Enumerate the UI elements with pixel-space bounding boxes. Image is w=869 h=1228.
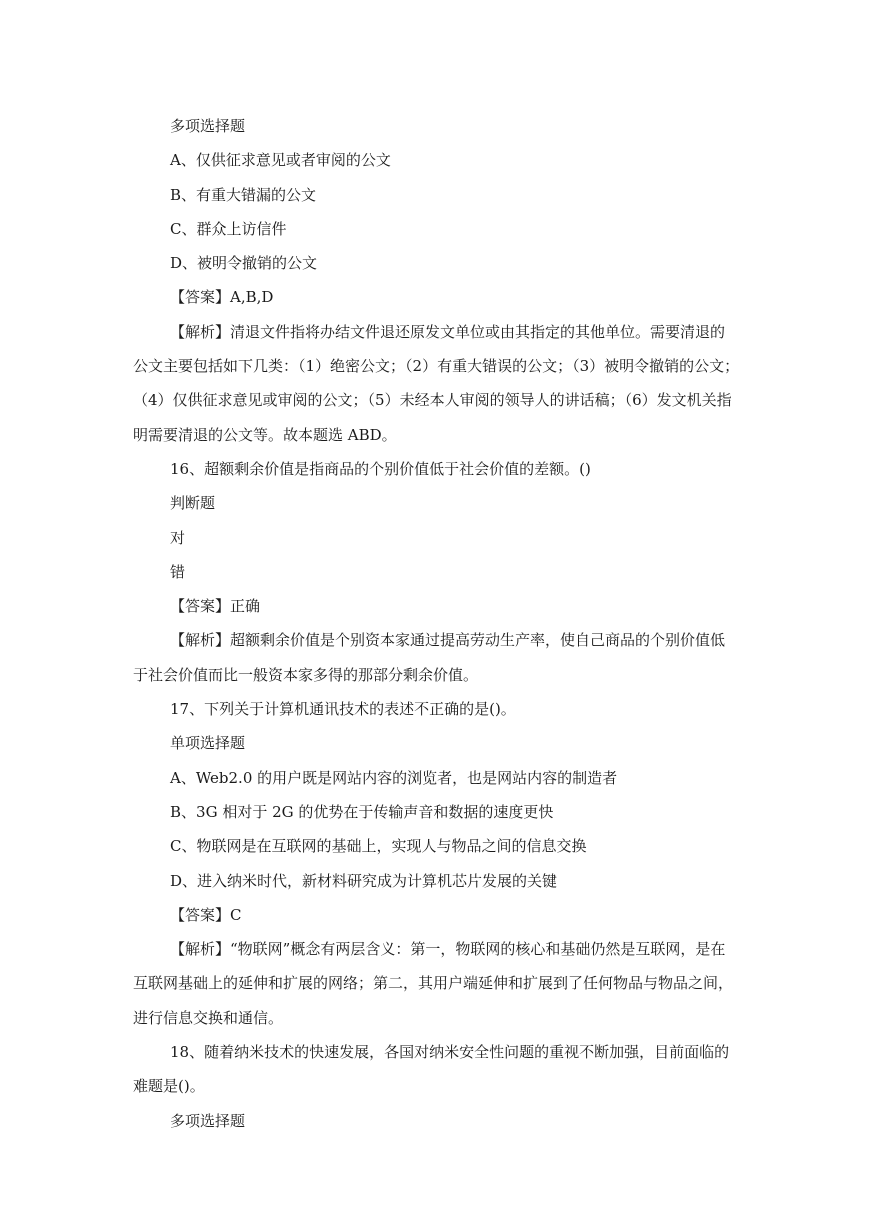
question-18 bbox=[133, 1035, 744, 1104]
option-d: D、进入纳米时代，新材料研究成为计算机芯片发展的关键 bbox=[170, 871, 558, 890]
text-line: 进行信息交换和通信。 bbox=[133, 1008, 284, 1027]
text-line: 【解析】“物联网”概念有两层含义：第一，物联网的核心和基础仍然是互联网，是在 bbox=[170, 940, 726, 959]
text-line: 互联网基础上的延伸和扩展的网络；第二，其用户端延伸和扩展到了任何物品与物品之间， bbox=[133, 974, 734, 993]
option-a: A、仅供征求意见或者审阅的公文 bbox=[170, 151, 391, 170]
question-type: 判断题 bbox=[170, 494, 216, 513]
text-line: 公文主要包括如下几类：（1）绝密公文；（2）有重大错误的公文；（3）被明令撤销的公文； bbox=[133, 357, 740, 376]
analysis bbox=[133, 623, 744, 692]
question-16: 16、超额剩余价值是指商品的个别价值低于社会价值的差额。() bbox=[170, 459, 591, 478]
question-type: 多项选择题 bbox=[170, 117, 246, 135]
question-type: 单项选择题 bbox=[170, 734, 246, 753]
analysis bbox=[133, 315, 744, 452]
document-body bbox=[133, 109, 744, 1138]
text-line: 18、随着纳米技术的快速发展，各国对纳米安全性问题的重视不断加强，目前面临的 bbox=[170, 1043, 730, 1062]
option-c: C、物联网是在互联网的基础上，实现人与物品之间的信息交换 bbox=[170, 837, 587, 856]
text-line: 于社会价值而比一般资本家多得的那部分剩余价值。 bbox=[133, 665, 479, 684]
option-b: B、有重大错漏的公文 bbox=[170, 185, 317, 204]
question-17: 17、下列关于计算机通讯技术的表述不正确的是()。 bbox=[170, 700, 516, 719]
text-line: 【解析】超额剩余价值是个别资本家通过提高劳动生产率，使自己商品的个别价值低 bbox=[170, 631, 726, 650]
option-b: B、3G 相对于 2G 的优势在于传输声音和数据的速度更快 bbox=[170, 802, 554, 821]
analysis bbox=[133, 932, 744, 1035]
answer: 【答案】A,B,D bbox=[170, 288, 274, 307]
option-c: C、群众上访信件 bbox=[170, 219, 287, 238]
question-type: 多项选择题 bbox=[170, 1111, 246, 1130]
option-d: D、被明令撤销的公文 bbox=[170, 254, 318, 273]
text-line: 明需要清退的公文等。故本题选 ABD。 bbox=[133, 425, 397, 444]
option-false: 错 bbox=[170, 562, 186, 581]
answer: 【答案】C bbox=[170, 905, 242, 924]
text-line: 【解析】清退文件指将办结文件退还原发文单位或由其指定的其他单位。需要清退的 bbox=[170, 322, 726, 341]
option-a: A、Web2.0 的用户既是网站内容的浏览者，也是网站内容的制造者 bbox=[170, 768, 618, 787]
option-true: 对 bbox=[170, 528, 186, 547]
text-line: 难题是()。 bbox=[133, 1077, 205, 1096]
text-line: （4）仅供征求意见或审阅的公文；（5）未经本人审阅的领导人的讲话稿；（6）发文机关指 bbox=[133, 391, 732, 410]
answer: 【答案】正确 bbox=[170, 597, 261, 616]
